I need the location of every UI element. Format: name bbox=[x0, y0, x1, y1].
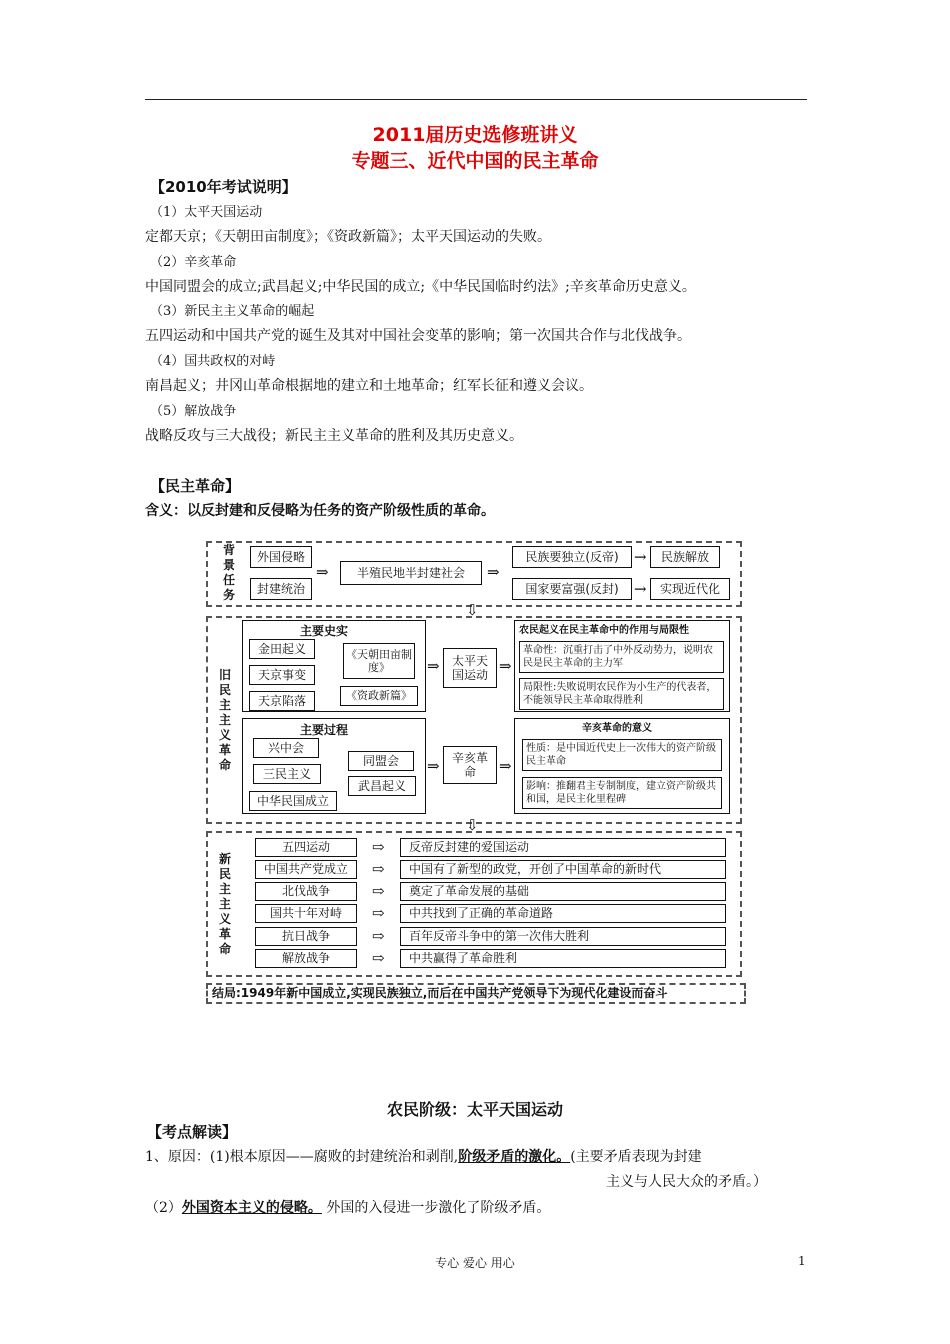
xinhai-nature-note: 性质：是中国近代史上一次伟大的资产阶级民主革命 bbox=[522, 739, 722, 771]
exam-item-title: （3）新民主主义革命的崛起 bbox=[150, 304, 315, 319]
arrow-right-icon: ⇒ bbox=[316, 563, 329, 581]
arrow-right-icon: ⇨ bbox=[372, 882, 385, 900]
exam-item-title: （2）辛亥革命 bbox=[150, 255, 237, 270]
old-democratic-label: 旧 民 主 主 义 革 命 bbox=[218, 668, 231, 772]
three-principles-box: 三民主义 bbox=[253, 764, 321, 784]
xingzhonghui-box: 兴中会 bbox=[253, 738, 319, 758]
xinhai-revolution-box: 辛亥革命 bbox=[443, 746, 497, 784]
tongmenghui-box: 同盟会 bbox=[348, 751, 414, 771]
main-facts-title: 主要史实 bbox=[300, 624, 349, 638]
arrow-right-icon: → bbox=[634, 548, 647, 566]
modernization-box: 实现近代化 bbox=[650, 578, 730, 600]
taiping-movement-box: 太平天国运动 bbox=[443, 648, 497, 688]
arrow-right-icon: ⇒ bbox=[487, 563, 500, 581]
exam-item-text: 战略反攻与三大战役；新民主主义革命的胜利及其历史意义。 bbox=[145, 428, 523, 444]
foreign-aggression-box: 外国侵略 bbox=[250, 546, 312, 568]
new-event-box: 中国共产党成立 bbox=[255, 860, 357, 879]
reason-line-1: 1、原因：(1)根本原因——腐败的封建统治和剥削,阶级矛盾的激化。(主要矛盾表现为封建 bbox=[145, 1149, 702, 1165]
exam-item-title: （4）国共政权的对峙 bbox=[150, 354, 276, 369]
new-meaning-box: 反帝反封建的爱国运动 bbox=[400, 838, 726, 857]
arrow-right-icon: ⇒ bbox=[427, 757, 440, 775]
new-meaning-box: 中共赢得了革命胜利 bbox=[400, 949, 726, 968]
new-event-box: 抗日战争 bbox=[255, 927, 357, 946]
xinhai-effect-note: 影响：推翻君主专制制度，建立资产阶级共和国，是民主化里程碑 bbox=[522, 777, 722, 809]
doc-title: 2011届历史选修班讲义 bbox=[372, 124, 578, 146]
reason-line-1-cont: 主义与人民大众的矛盾。） bbox=[606, 1174, 767, 1190]
zizheng-xinpian-box: 《资政新篇》 bbox=[340, 686, 418, 706]
main-process-title: 主要过程 bbox=[300, 723, 349, 737]
exam-heading: 【2010年考试说明】 bbox=[150, 178, 297, 196]
exam-item-text: 五四运动和中国共产党的诞生及其对中国社会变革的影响；第一次国共合作与北伐战争。 bbox=[145, 328, 691, 344]
new-democratic-label: 新 民 主 主 义 革 命 bbox=[218, 852, 231, 956]
feudal-rule-box: 封建统治 bbox=[250, 578, 312, 600]
wuchang-uprising-box: 武昌起义 bbox=[348, 776, 416, 796]
doc-subtitle: 专题三、近代中国的民主革命 bbox=[351, 150, 599, 172]
kaodian-heading: 【考点解读】 bbox=[147, 1123, 238, 1141]
new-event-box: 解放战争 bbox=[255, 949, 357, 968]
arrow-right-icon: ⇨ bbox=[372, 927, 385, 945]
arrow-right-icon: → bbox=[634, 580, 647, 598]
class-conflict-highlight: 阶级矛盾的激化。 bbox=[458, 1149, 571, 1165]
democratic-revolution-heading: 【民主革命】 bbox=[150, 477, 241, 495]
xinhai-meaning-title: 辛亥革命的意义 bbox=[582, 723, 652, 734]
page-number: 1 bbox=[798, 1254, 806, 1268]
roc-founding-box: 中华民国成立 bbox=[249, 791, 337, 811]
footer-motto: 专心 爱心 用心 bbox=[435, 1256, 515, 1270]
tianjing-fall-box: 天京陷落 bbox=[249, 691, 315, 711]
arrow-right-icon: ⇨ bbox=[372, 904, 385, 922]
democratic-revolution-definition: 含义：以反封建和反侵略为任务的资产阶级性质的革命。 bbox=[145, 503, 495, 519]
arrow-right-icon: ⇒ bbox=[427, 657, 440, 675]
result-box: 结局:1949年新中国成立,实现民族独立,而后在中国共产党领导下为现代化建设而奋斗 bbox=[206, 983, 746, 1004]
arrow-right-icon: ⇒ bbox=[499, 657, 512, 675]
jintian-uprising-box: 金田起义 bbox=[249, 639, 315, 659]
peasant-limitation-note: 局限性:失败说明农民作为小生产的代表者，不能领导民主革命取得胜利 bbox=[519, 678, 724, 710]
national-prosperity-box: 国家要富强(反封) bbox=[512, 578, 632, 600]
national-independence-box: 民族要独立(反帝) bbox=[512, 546, 632, 568]
new-meaning-box: 奠定了革命发展的基础 bbox=[400, 882, 726, 901]
exam-item-text: 南昌起义；井冈山革命根据地的建立和土地革命；红军长征和遵义会议。 bbox=[145, 378, 593, 394]
new-meaning-box: 百年反帝斗争中的第一次伟大胜利 bbox=[400, 927, 726, 946]
exam-item-text: 定都天京；《天朝田亩制度》；《资政新篇》；太平天国运动的失败。 bbox=[145, 229, 551, 245]
national-liberation-box: 民族解放 bbox=[650, 546, 720, 568]
tianchao-system-box: 《天朝田亩制度》 bbox=[343, 643, 415, 679]
peasant-revolutionary-note: 革命性：沉重打击了中外反动势力，说明农民是民主革命的主力军 bbox=[519, 641, 724, 673]
new-event-box: 北伐战争 bbox=[255, 882, 357, 901]
foreign-aggression-highlight: 外国资本主义的侵略。 bbox=[181, 1200, 322, 1216]
arrow-down-icon: ⇩ bbox=[466, 601, 479, 619]
arrow-right-icon: ⇨ bbox=[372, 949, 385, 967]
new-meaning-box: 中国有了新型的政党，开创了中国革命的新时代 bbox=[400, 860, 726, 879]
exam-item-title: （1）太平天国运动 bbox=[150, 205, 263, 220]
semi-colonial-box: 半殖民地半封建社会 bbox=[340, 561, 482, 585]
background-label: 背 景 任 务 bbox=[222, 543, 235, 602]
arrow-right-icon: ⇨ bbox=[372, 860, 385, 878]
new-meaning-box: 中共找到了正确的革命道路 bbox=[400, 904, 726, 923]
header-rule bbox=[145, 99, 807, 100]
arrow-right-icon: ⇒ bbox=[499, 757, 512, 775]
new-event-box: 五四运动 bbox=[255, 838, 357, 857]
section-title: 农民阶级：太平天国运动 bbox=[386, 1100, 563, 1119]
peasant-role-title: 农民起义在民主革命中的作用与局限性 bbox=[519, 625, 689, 636]
reason-line-2: （2）外国资本主义的侵略。 外国的入侵进一步激化了阶级矛盾。 bbox=[145, 1200, 551, 1216]
tianjing-incident-box: 天京事变 bbox=[249, 665, 315, 685]
arrow-down-icon: ⇩ bbox=[466, 816, 479, 834]
exam-item-text: 中国同盟会的成立;武昌起义;中华民国的成立;《中华民国临时约法》;辛亥革命历史意义。 bbox=[145, 279, 696, 295]
arrow-right-icon: ⇨ bbox=[372, 838, 385, 856]
new-event-box: 国共十年对峙 bbox=[255, 904, 357, 923]
exam-item-title: （5）解放战争 bbox=[150, 404, 237, 419]
